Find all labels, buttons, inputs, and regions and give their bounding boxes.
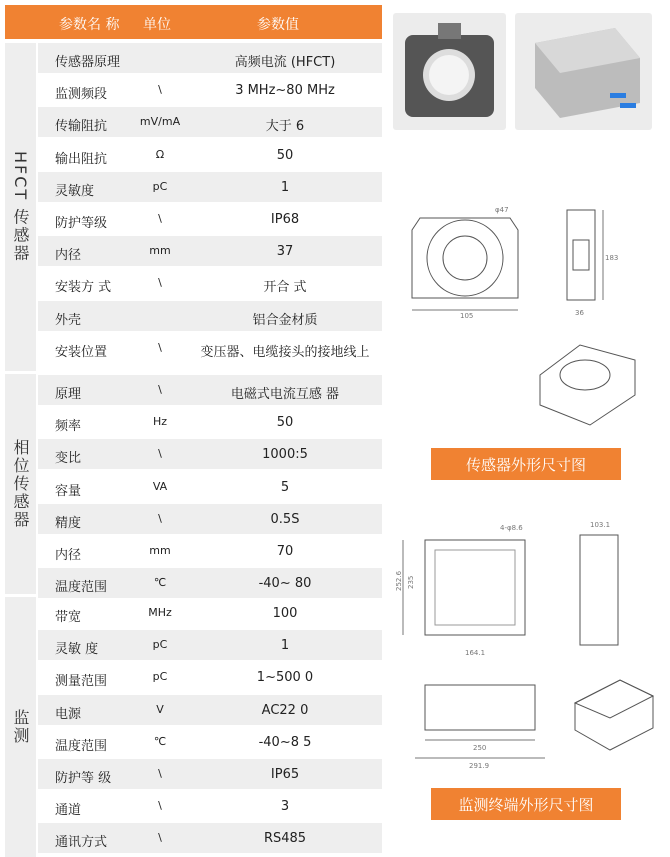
cell-unit: V (156, 702, 164, 716)
table-row (38, 407, 382, 437)
table-row (38, 375, 382, 405)
table-row (38, 695, 382, 725)
cell-name: 监测频段 (55, 87, 108, 103)
cell-unit: mm (149, 244, 171, 258)
cell-name: 原理 (55, 387, 82, 402)
cell-unit: \ (158, 212, 162, 225)
table-row (38, 598, 382, 628)
cell-unit: pC (152, 670, 168, 684)
terminal-3d-drawing (565, 668, 660, 758)
cell-value: 3 (280, 799, 290, 815)
cell-unit: ℃ (153, 734, 167, 748)
dim-w2: 250 (473, 744, 487, 752)
table-row (38, 301, 382, 331)
cell-name: 输出阻抗 (55, 151, 108, 167)
dim-hole: 4-φ8.6 (500, 524, 523, 532)
table-row (38, 662, 382, 692)
cell-value: 大于 6 (265, 119, 305, 135)
table-row (38, 439, 382, 469)
header-unit: 单位 (143, 17, 171, 33)
table-row (38, 75, 382, 105)
table-row (38, 236, 382, 266)
cell-value: 50 (276, 147, 294, 163)
table-row (38, 727, 382, 757)
group-phase (5, 374, 36, 594)
cell-name: 带宽 (55, 610, 82, 625)
cell-name: 温度范围 (55, 738, 108, 754)
cell-name: 通道 (55, 803, 82, 819)
cell-value: 变压器、电缆接头的接地线上 (200, 344, 370, 360)
cell-name: 电源 (55, 706, 82, 722)
cell-name: 灵敏度 (55, 183, 95, 199)
table-row (38, 333, 382, 363)
cell-value: 50 (276, 415, 294, 431)
table-row (38, 172, 382, 202)
cell-unit: MHz (148, 606, 172, 619)
cell-unit: Hz (152, 415, 168, 429)
table-row (38, 504, 382, 534)
terminal-front-drawing (405, 670, 555, 775)
table-row (38, 268, 382, 298)
terminal-caption: 监测终端外形尺寸图 (431, 788, 621, 820)
cell-name: 内径 (55, 248, 82, 264)
dim-h2: 235 (407, 575, 415, 589)
cell-value: 0.5S (270, 511, 300, 527)
cell-name: 测量范围 (55, 674, 108, 690)
cell-unit: \ (158, 767, 162, 780)
cell-unit: \ (158, 511, 162, 525)
sensor-front-drawing (400, 200, 530, 320)
cell-value: 电磁式电流互感 器 (230, 387, 340, 402)
cell-name: 容量 (55, 483, 82, 499)
cell-unit: pC (152, 179, 168, 193)
cell-name: 变比 (55, 451, 82, 467)
header-value: 参数值 (257, 17, 299, 33)
cell-value: 5 (280, 479, 290, 495)
table-row (38, 43, 382, 73)
sensor-side-drawing (555, 200, 620, 320)
cell-value: 1~500 0 (256, 670, 314, 686)
cell-name: 频率 (55, 419, 82, 435)
sensor-caption: 传感器外形尺寸图 (431, 448, 621, 480)
terminal-top-drawing (395, 515, 555, 660)
cell-name: 传输阻抗 (55, 119, 108, 135)
cell-name: 精度 (55, 515, 82, 531)
cell-name: 防护等级 (55, 216, 108, 231)
cell-unit: \ (158, 383, 162, 396)
cell-value: 1000:5 (262, 447, 308, 463)
cell-value: 铝合金材质 (252, 312, 318, 328)
cell-value: 1 (280, 638, 290, 654)
table-row (38, 472, 382, 502)
cell-value: IP68 (270, 212, 300, 227)
header-param: 参数名 称 (59, 17, 120, 33)
cell-unit: Ω (155, 147, 165, 161)
cell-value: IP65 (270, 767, 300, 782)
cell-name: 安装位置 (55, 344, 108, 360)
cell-name: 外壳 (55, 312, 82, 328)
group-phase-label: 相位传感器 (11, 439, 30, 529)
group-monitor-label: 监测 (11, 709, 30, 745)
hfct-sensor-photo (393, 13, 506, 130)
table-row (38, 791, 382, 821)
table-row (38, 759, 382, 789)
table-row (38, 536, 382, 566)
cell-unit: \ (158, 447, 162, 461)
dim-h1: 252.6 (395, 570, 403, 591)
monitor-terminal-photo (515, 13, 652, 130)
cell-value: 70 (276, 544, 294, 559)
terminal-side-drawing (570, 515, 630, 660)
table-row (38, 568, 382, 598)
cell-value: RS485 (263, 831, 307, 847)
table-row (38, 204, 382, 234)
cell-unit: \ (158, 83, 162, 97)
cell-unit: VA (152, 479, 168, 493)
dim-w3: 291.9 (469, 762, 490, 770)
dim-diameter: φ47 (495, 206, 509, 214)
group-hfct (5, 43, 36, 371)
cell-unit: mV/mA (139, 115, 181, 129)
cell-name: 通讯方式 (55, 835, 108, 851)
cell-name: 安装方 式 (55, 280, 112, 296)
cell-unit: \ (158, 340, 162, 354)
cell-name: 灵敏 度 (55, 642, 99, 658)
cell-name: 防护等 级 (55, 771, 112, 786)
cell-unit: \ (158, 276, 162, 290)
table-header (5, 5, 382, 39)
dim-side: 36 (575, 309, 584, 317)
table-row (38, 107, 382, 137)
cell-value: -40~8 5 (258, 734, 312, 750)
dim-height: 183 (605, 254, 619, 262)
cell-unit: mm (149, 544, 171, 557)
cell-unit: \ (158, 831, 162, 845)
cell-value: -40~ 80 (258, 576, 312, 592)
table-row (38, 630, 382, 660)
group-hfct-label: HFCT 传感器 (11, 151, 30, 263)
group-monitor (5, 597, 36, 857)
cell-value: 1 (280, 179, 290, 195)
dim-width: 105 (460, 312, 474, 320)
table-row (38, 140, 382, 170)
cell-value: 开合 式 (263, 280, 307, 296)
cell-unit: \ (158, 799, 162, 813)
cell-value: 37 (276, 244, 294, 260)
cell-name: 传感器原理 (55, 55, 121, 70)
sensor-3d-drawing (530, 330, 645, 435)
cell-name: 内径 (55, 548, 82, 563)
cell-unit: ℃ (153, 576, 167, 590)
dim-w1: 164.1 (465, 649, 486, 657)
dim-side: 103.1 (590, 521, 611, 529)
cell-name: 温度范围 (55, 580, 108, 596)
cell-unit: pC (152, 638, 168, 652)
cell-value: 3 MHz~80 MHz (235, 83, 335, 99)
cell-value: 高频电流 (HFCT) (234, 55, 336, 70)
table-row (38, 823, 382, 853)
cell-value: 100 (272, 606, 298, 621)
cell-value: AC22 0 (261, 702, 309, 718)
